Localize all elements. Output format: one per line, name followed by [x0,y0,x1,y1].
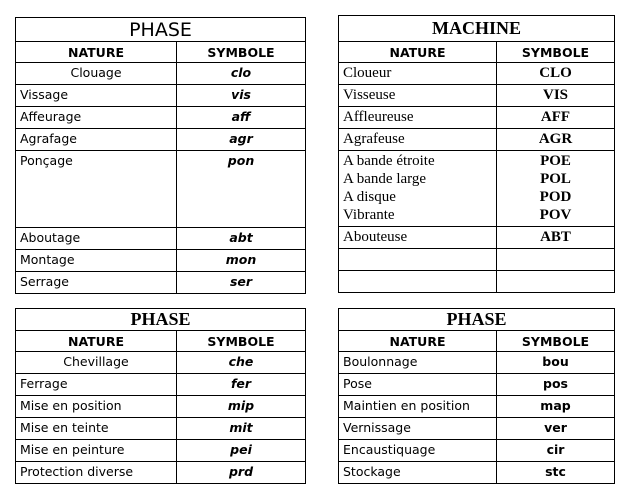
nature-cell: Affleureuse [339,107,497,129]
nature-cell: Abouteuse [339,227,497,249]
nature-cell: Mise en position [16,396,177,418]
nature-cell: Affeurage [16,107,177,129]
column-header-nature: NATURE [16,331,177,352]
nature-cell: Aboutage [16,228,177,250]
symbol-cell: stc [497,462,615,484]
empty-cell [339,271,497,293]
table-title: PHASE [16,309,306,331]
empty-cell [497,271,615,293]
symbol-cell: VIS [497,85,615,107]
machine-table [338,15,615,293]
nature-cell: Protection diverse [16,462,177,484]
symbol-cell: bou [497,352,615,374]
symbol-line: POL [540,171,571,187]
symbol-cell: pos [497,374,615,396]
symbol-cell: pon [177,151,306,228]
column-header-symbole: SYMBOLE [177,42,306,63]
column-header-symbole: SYMBOLE [177,331,306,352]
symbol-line: POV [539,207,572,223]
phase-table-1 [15,17,306,294]
symbol-cell: mon [177,250,306,272]
symbol-cell: fer [177,374,306,396]
column-header-symbole: SYMBOLE [497,42,615,63]
symbol-cell: CLO [497,63,615,85]
symbol-cell: map [497,396,615,418]
column-header-nature: NATURE [339,331,497,352]
nature-cell: Vissage [16,85,177,107]
nature-cell: Serrage [16,272,177,294]
symbol-cell: ser [177,272,306,294]
phase-table-3 [338,308,615,484]
symbol-line: POE [540,153,571,169]
nature-line: A bande large [343,171,427,187]
symbol-cell: aff [177,107,306,129]
symbol-cell: abt [177,228,306,250]
symbol-line: POD [539,189,572,205]
symbol-cell: cir [497,440,615,462]
table-title: MACHINE [339,16,615,42]
nature-cell: Pose [339,374,497,396]
symbol-cell: AFF [497,107,615,129]
table-title: PHASE [339,309,615,331]
nature-cell: Montage [16,250,177,272]
nature-cell: Maintien en position [339,396,497,418]
symbol-cell-group [497,151,615,227]
symbol-cell: ABT [497,227,615,249]
nature-cell: Chevillage [16,352,177,374]
nature-line: A disque [343,189,396,205]
symbol-cell: ver [497,418,615,440]
nature-cell: Stockage [339,462,497,484]
symbol-cell: clo [177,63,306,85]
nature-cell-group [339,151,497,227]
nature-cell: Clouage [16,63,177,85]
column-header-symbole: SYMBOLE [497,331,615,352]
phase-table-2 [15,308,306,484]
nature-cell: Encaustiquage [339,440,497,462]
nature-cell: Agrafage [16,129,177,151]
nature-cell: Visseuse [339,85,497,107]
nature-cell: Mise en peinture [16,440,177,462]
nature-line: A bande étroite [343,153,435,169]
column-header-nature: NATURE [339,42,497,63]
symbol-cell: vis [177,85,306,107]
table-title: PHASE [16,18,306,42]
nature-cell: Ponçage [16,151,177,228]
nature-cell: Ferrage [16,374,177,396]
column-header-nature: NATURE [16,42,177,63]
symbol-cell: prd [177,462,306,484]
symbol-cell: AGR [497,129,615,151]
symbol-cell: mit [177,418,306,440]
empty-cell [339,249,497,271]
nature-cell: Boulonnage [339,352,497,374]
nature-cell: Vernissage [339,418,497,440]
nature-line: Vibrante [343,207,395,223]
nature-cell: Agrafeuse [339,129,497,151]
symbol-cell: mip [177,396,306,418]
nature-cell: Mise en teinte [16,418,177,440]
symbol-cell: agr [177,129,306,151]
empty-cell [497,249,615,271]
symbol-cell: che [177,352,306,374]
nature-cell: Cloueur [339,63,497,85]
symbol-cell: pei [177,440,306,462]
